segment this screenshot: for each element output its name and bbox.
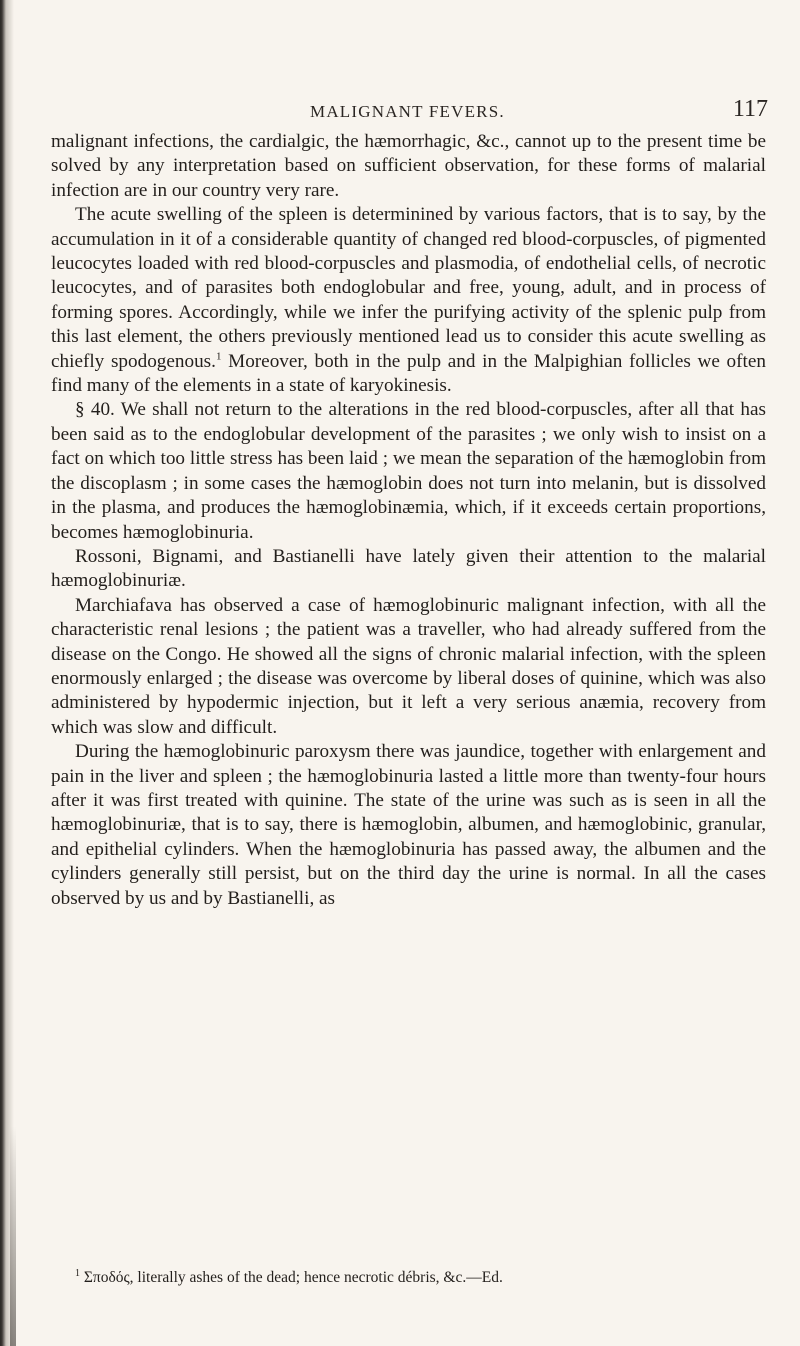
paragraph-text: Moreover, both in the pulp and in the Malpighian follicles we often find many of the elements in a state of karyokinesis. (51, 350, 766, 397)
paragraph-paroxysm (51, 740, 766, 911)
paragraph-text: malignant infections, the cardialgic, the hæmorrhagic, &c., cannot up to the present time be solved by any interpretation based on sufficient observation, for these forms of malarial infection are in our country very rare. (51, 131, 766, 201)
paragraph-section-40 (51, 398, 766, 544)
paragraph-rossoni (51, 545, 766, 594)
footnote (51, 1268, 766, 1288)
body-text (51, 130, 766, 911)
paragraph-continuation (51, 130, 766, 203)
paragraph-text: Rossoni, Bignami, and Bastianelli have lately given their attention to the malarial hæmoglobinuriæ. (51, 545, 766, 592)
paragraph-text: Marchiafava has observed a case of hæmoglobinuric malignant infection, with all the characteristic renal lesions ; the patient was a traveller, who had already suffered from the disease on the Congo. He showed all the signs of chronic malarial infection, with the spleen enormously enlarged ; the disease was overcome by liberal doses of quinine, which was also administered by hypodermic injection, but it left a very serious anæmia, recovery from which was slow and difficult. (51, 594, 766, 738)
page-header (310, 96, 770, 126)
paragraph-text: The acute swelling of the spleen is determinined by various factors, that is to say, by the accumulation in it of a considerable quantity of changed red blood-corpuscles, of pigmented leucocytes loaded with red blood-corpuscles and plasmodia, of endothelial cells, of necrotic leucocytes, and of parasites both endoglobular and free, young, adult, and in process of forming spores. Accordingly, while we infer the purifying activity of the splenic pulp from this last element, the others previously mentioned lead us to consider this acute swelling as chiefly spodogenous. (51, 204, 766, 372)
paragraph-spleen-swelling (51, 203, 766, 398)
paragraph-text: § 40. We shall not return to the alterations in the red blood-corpuscles, after all that has been said as to the endoglobular development of the parasites ; we only wish to insist on a fact on which too little stress has been laid ; we mean the separation of the hæmoglobin from the discoplasm ; in some cases the hæmoglobin does not turn into melanin, but is dissolved in the plasma, and produces the hæmoglobinæmia, which, if it exceeds certain proportions, becomes hæmoglobinuria. (51, 399, 766, 543)
paragraph-text: During the hæmoglobinuric paroxysm there was jaundice, together with enlargement and pain in the liver and spleen ; the hæmoglobinuria lasted a little more than twenty-four hours after it was first treated with quinine. The state of the urine was such as is seen in all the hæmoglobinuriæ, that is to say, there is hæmoglobin, albumen, and hæmoglobinic, granular, and epithelial cylinders. When the hæmoglobinuria has passed away, the albumen and the cylinders generally still persist, but on the third day the urine is normal. In all the cases observed by us and by Bastianelli, as (51, 741, 766, 909)
footnote-text: literally ashes of the dead; hence necrotic débris, &c.—Ed. (133, 1269, 503, 1286)
footnote-greek-word: Σποδός, (83, 1269, 134, 1286)
running-title: MALIGNANT FEVERS. (310, 102, 505, 121)
footnote-mark: 1 (75, 1267, 80, 1279)
page-number: 117 (732, 96, 768, 122)
footnote-reference: 1 (215, 350, 222, 363)
paragraph-marchiafava (51, 594, 766, 740)
